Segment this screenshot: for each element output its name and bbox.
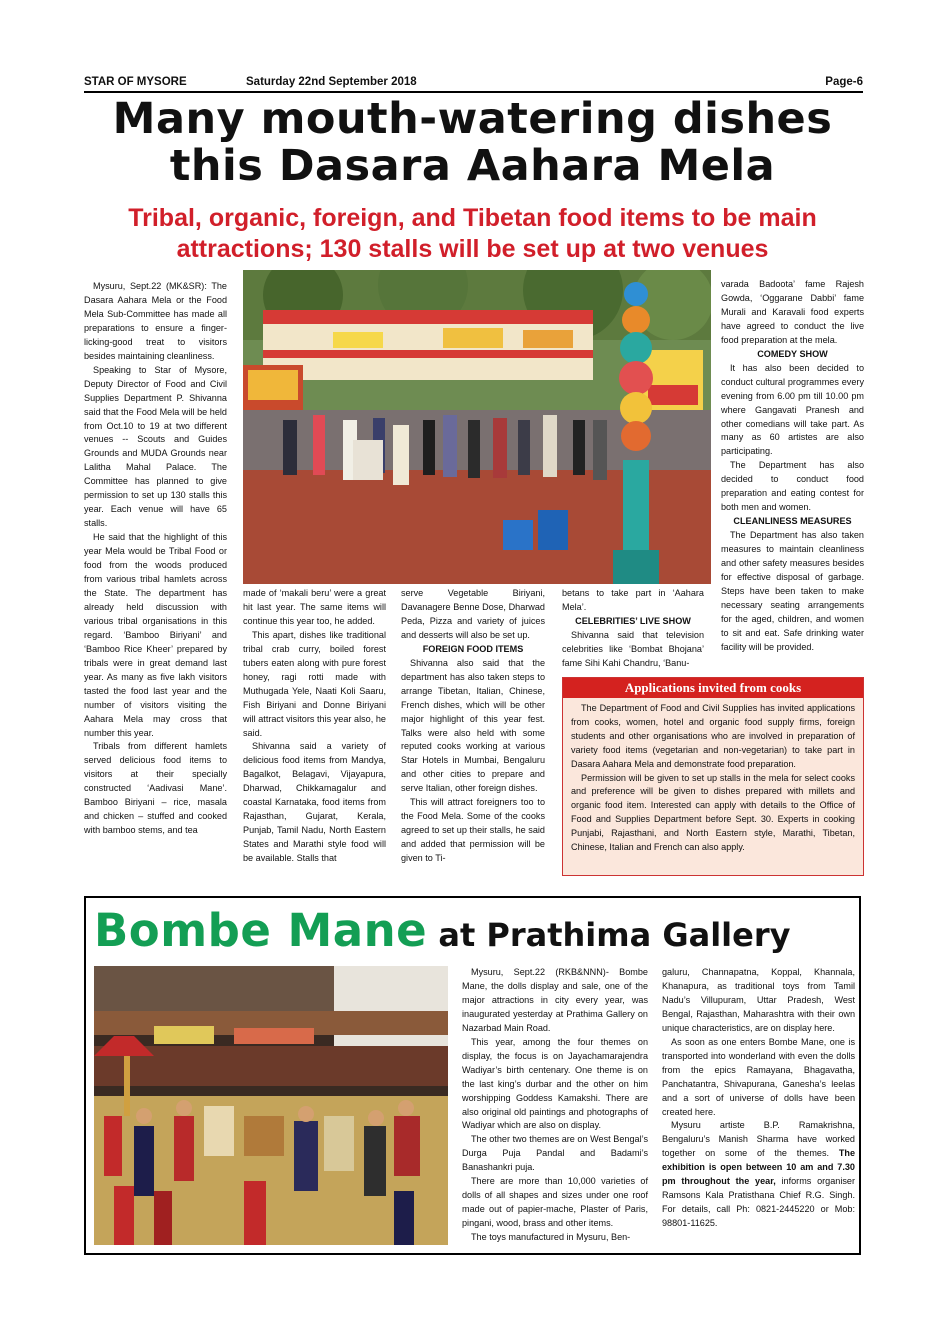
paragraph — [662, 1119, 855, 1231]
bombe-column-1 — [462, 966, 648, 1245]
page-number: Page-6 — [825, 76, 863, 88]
article-column-5 — [721, 278, 864, 655]
subheading-foreign-food: FOREIGN FOOD ITEMS — [422, 643, 524, 654]
paragraph: This year, among the four themes on display, the focus is on Jayachamarajendra Wadiyar’s birth centenary. One theme is on the last king’s durbar and the other on him worshipping Goddess Kamakshi. There are also original old paintings and photographs of Wadiyar which are also on display. — [462, 1036, 648, 1131]
paragraph: Mysuru, Sept.22 (MK&SR): The Dasara Aahara Mela or the Food Mela Sub-Committee has made all preparations to ensure a finger-licking-good treat to visitors besides maintaining cleanliness. — [84, 281, 227, 361]
paragraph: Speaking to Star of Mysore, Deputy Director of Food and Civil Supplies Department P. Shivanna said that the Food Mela will be held from Oct.10 to 19 at two different venues -- Scouts and Guides Grounds and MUDA Grounds near Lalitha Mahal Palace. The Committee has planned to give permission to set up 130 stalls this year. Each venue will have 65 stalls. — [84, 364, 227, 529]
paragraph: made of ‘makali beru’ were a great hit last year. The same items will continue this year too, he added. — [243, 588, 386, 626]
paragraph: He said that the highlight of this year Mela would be Tribal Food or food from the woods produced from various tribal hamlets across the State. The department has already held discussion with various tribal organisations in this regard. ‘Bamboo Biriyani’ and ‘Bamboo Rice Kheer’ prepared by tribals were in great demand last year. As many as five lakh visitors tasted the food last year and the number of visitors visiting the Aahara Mela may cross that number this year. — [84, 532, 227, 738]
headline-line-2: this Dasara Aahara Mela — [169, 141, 776, 191]
headline-green: Bombe Mane — [94, 904, 428, 957]
paragraph: Shivanna said a variety of delicious food items from Mandya, Bagalkot, Belagavi, Vijayapura, Dharwad, Chikkamagalur and coastal Karnataka, food items from Rajasthan, Gujarat, Kerala, Punjab, Tamil Nadu, North Eastern States and Marathi style food will be available. Stalls that — [243, 741, 386, 864]
paragraph: The Department of Food and Civil Supplies has invited applications from cooks, women, hotel and organic food supply firms, foreign students and other organisations who are involved in preparation of variety food items (vegetarian and non-vegetarian) to take part in Dasara Aahara Mela and demonstrate food preparation. — [571, 703, 855, 769]
paragraph: varada Badoota’ fame Rajesh Gowda, ‘Oggarane Dabbi’ fame Murali and Karavali food experts have agreed to conduct the live food preparation at the mela. — [721, 279, 864, 345]
paragraph: As soon as one enters Bombe Mane, one is transported into wonderland with even the dolls from the epics Ramayana, Bhagavatha, Panchatantra, Shivapurana, Ganesha’s leelas and a sort of universe of dolls have been created here. — [662, 1036, 855, 1117]
paragraph: Shivanna said that television celebrities like ‘Bombat Bhojana’ fame Sihi Kahi Chandru, ‘Banu- — [562, 629, 704, 668]
article-column-2 — [243, 587, 386, 866]
paragraph: Shivanna also said that the department has also taken steps to arrange Tibetan, Italian, Chinese, French dishes, which will be other major highlight of this year fest. Talks were also held with some reputed cooks working at various Star Hotels in Mumbai, Bengaluru and other cities to prepare and serve Italian, other foreign dishes. — [401, 657, 545, 794]
subheading-comedy-show: COMEDY SHOW — [757, 348, 828, 359]
applications-box-title: Applications invited from cooks — [563, 678, 863, 698]
text-run: informs organiser Ramsons Kala Pratisthana Chief R.G. Singh. For details, call Ph: 0821-2445220 or Mob: 98801-11625. — [662, 1176, 855, 1229]
article-column-4 — [562, 587, 704, 671]
paragraph: This apart, dishes like traditional tribal crab curry, boiled forest tubers eaten along with pure forest honey, ragi rotti made with Muthugada Yele, Naati Koli Saaru, Fish Biriyani and Donne Biriyani will attract visitors this year also, he said. — [243, 629, 386, 738]
applications-box-body — [563, 698, 863, 855]
subheading-celebrities: CELEBRITIES’ LIVE SHOW — [575, 615, 691, 626]
dolls-display-illustration — [94, 966, 448, 1245]
bombe-column-2 — [662, 966, 855, 1231]
paragraph: The Department has also taken measures to maintain cleanliness and other safety measures besides for effective disposal of garbage. Steps have been taken to make necessary seating arrangements for the aged, children, and women to sit and eat. Safe drinking water facility will be provided. — [721, 530, 864, 652]
paragraph: It has also been decided to conduct cultural programmes every evening from 6.00 pm till 10.00 pm where Gangavati Pranesh and other comedians will take part. As many as 60 artistes are also participating. — [721, 362, 864, 457]
food-mela-photo — [243, 270, 711, 584]
paragraph: This will attract foreigners too to the Food Mela. Some of the cooks agreed to set up their stalls, he said and added that permission will be given to Ti- — [401, 797, 545, 864]
header-rule — [84, 91, 863, 93]
article-subhead — [60, 203, 885, 265]
article-column-3 — [401, 587, 545, 866]
publication-name: STAR OF MYSORE — [84, 76, 187, 88]
subhead-line-2: attractions; 130 stalls will be set up at two venues — [176, 235, 769, 263]
paragraph: galuru, Channapatna, Koppal, Khannala, Khanapura, as traditional toys from Tamil Nadu’s Villupuram, Uttar Pradesh, West Bengal, Rajasthan, Maharashtra with their own unique characteristics, are on display here. — [662, 967, 855, 1033]
headline-line-1: Many mouth-watering dishes — [112, 94, 833, 144]
paragraph: betans to take part in ‘Aahara Mela’. — [562, 588, 704, 612]
dolls-display-photo — [94, 966, 448, 1245]
article-column-1 — [84, 280, 227, 838]
paragraph: The Department has also decided to conduct food preparation and eating contest for both men and women. — [721, 460, 864, 513]
bombe-mane-headline — [94, 904, 790, 957]
paragraph: Permission will be given to set up stalls in the mela for select cooks and preference will be given to dishes prepared with millets and organic food item. Interested can apply with details to the Office of Food and Supplies Department before Sept. 30. Experts in cooking Punjabi, Rajasthani, and North Eastern style, Marathi, Tibetan, Chinese, Italian and French can also apply. — [571, 772, 855, 853]
subheading-cleanliness: CLEANLINESS MEASURES — [733, 516, 852, 527]
paragraph: Tribals from different hamlets served delicious food items to visitors at their specially constructed ‘Aadivasi Mane’. Bamboo Biriyani – rice, masala and chicken – stuffed and cooked with bamboo stems, and tea — [84, 741, 227, 836]
headline-black: at Prathima Gallery — [427, 916, 791, 954]
food-mela-illustration — [243, 270, 711, 584]
article-headline — [60, 96, 885, 190]
applications-box — [562, 677, 864, 876]
subhead-line-1: Tribal, organic, foreign, and Tibetan food items to be main — [128, 204, 817, 232]
paragraph: The toys manufactured in Mysuru, Ben- — [471, 1232, 631, 1243]
text-run-bold: The exhibition is open between 10 am and 7.30 pm throughout the year, — [662, 1148, 855, 1187]
page-header — [84, 76, 863, 92]
paragraph: There are more than 10,000 varieties of dolls of all shapes and sizes under one roof made out of papier-mache, Plaster of Paris, pingani, wood, brass and other items. — [462, 1176, 648, 1229]
paragraph: The other two themes are on West Bengal’s Durga Puja Pandal and Badami’s Banashankri puja. — [462, 1134, 648, 1173]
paragraph: serve Vegetable Biriyani, Davanagere Benne Dose, Dharwad Peda, Pizza and variety of juices and desserts will also be set up. — [401, 588, 545, 640]
text-run: Mysuru artiste B.P. Ramakrishna, Bengaluru’s Manish Sharma have worked together on some of the themes. — [662, 1120, 855, 1159]
issue-date: Saturday 22nd September 2018 — [246, 76, 417, 88]
paragraph: Mysuru, Sept.22 (RKB&NNN)- Bombe Mane, the dolls display and sale, one of the major attractions in city every year, was inaugurated yesterday at Prathima Gallery on Nazarbad Main Road. — [462, 967, 648, 1033]
